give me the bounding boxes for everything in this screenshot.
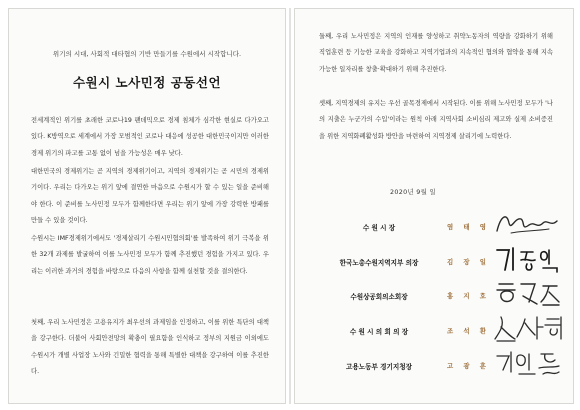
signature-row [295, 220, 573, 238]
signature-row [295, 324, 573, 342]
handwritten-signature [491, 313, 565, 343]
handwritten-signature [491, 244, 565, 274]
signatory-title: 한국노총수원지역지부 의장 [339, 259, 419, 267]
signatory-title: 수원상공회의소회장 [350, 293, 408, 301]
signatory-title: 수 원 시 의 회 의 장 [349, 328, 409, 336]
declaration-title: 수원시 노사민정 공동선언 [72, 75, 222, 90]
signature-row [295, 289, 573, 307]
paragraph-imf-experience: 수원시는 IMF경제위기에서도 '경제살리기 수원시민협의회'를 발족하여 위기 극복을 위한 32개 과제를 발굴하여 이를 노사민정 모두가 함께 추진했던 경험을 가지고 있다. 우리는 이러한 과거의 경험을 바탕으로 다음의 사항을 함께 실천할 것을 결의한다. [31, 235, 269, 275]
handwritten-signature [491, 348, 565, 378]
signatory-name: 홍 지 호 [447, 292, 490, 300]
signatory-name: 김 장 일 [447, 258, 490, 266]
paragraph-first-resolution: 첫째, 우리 노사민정은 고용유지가 최우선의 과제임을 인정하고, 이를 위한 특단의 대책을 강구한다. 더불어 사회안전망의 확충이 필요함을 인식하고 정부의 지원금 이외에도 수원시가 개별 사업장 노사와 긴밀한 협력을 통해 특별한 대책을 강구하여 이를 추진한다. [31, 319, 269, 375]
paragraph-regional-crisis: 대한민국의 경제위기는 곧 지역의 경제위기이고, 지역의 경제위기는 곧 시민의 경제위기이다. 우리는 다가오는 위기 앞에 결연한 마음으로 수원시가 할 수 있는 일을 준비해야 한다. 이 준비를 노사민정 모두가 함께한다면 우리는 위기 앞에 가장 강력한 방패를 만들 수 있을 것이다. [31, 168, 269, 224]
signatory-title: 고용노동부 경기지청장 [346, 363, 412, 371]
signatory-name: 염 태 영 [447, 223, 490, 231]
paragraph-third-resolution: 셋째, 지역경제의 유지는 우선 골목경제에서 시작된다. 이를 위해 노사민정 모두가 '나의 지출은 누군가의 수입'이라는 원칙 아래 지역사회 소비심리 제고와 실제 소비증진을 위한 지역화폐활성화 방안을 마련하여 지역경제 살리기에 노력한다. [319, 100, 553, 140]
signature-row [295, 359, 573, 377]
handwritten-signature [491, 278, 565, 308]
signature-row [295, 255, 573, 273]
paragraph-second-resolution: 둘째, 우리 노사민정은 지역의 인재를 양성하고 취약노동자의 역량을 강화하기 위해 직업훈련 등 기능한 교육을 강화하고 지역기업과의 지속적인 협의와 협약을 통해 지속가능한 일자리를 창출·확대하기 위해 추진한다. [319, 33, 553, 73]
signatory-name: 고 광 훈 [447, 362, 490, 370]
signatory-name: 조 석 환 [447, 327, 490, 335]
right-page [294, 8, 574, 404]
handwritten-signature [491, 209, 565, 239]
declaration-subtitle: 위기의 시대, 사회적 대타협의 기반 만들기를 수원에서 시작합니다. [52, 50, 242, 58]
declaration-date: 2020년 9월 일 [390, 188, 436, 196]
signatory-title: 수 원 시 장 [362, 224, 396, 232]
paragraph-intro: 전세계적인 위기를 초래한 코로나19 팬데믹으로 경제 침체가 심각한 현실로 다가오고 있다. K방역으로 세계에서 가장 모범적인 코로나 대응에 성공한 대한민국이지만 이러한 경제 위기의 파고를 고통 없이 넘을 가능성은 매우 낮다. [31, 117, 269, 157]
left-page [8, 8, 286, 404]
book-spine [289, 8, 291, 404]
